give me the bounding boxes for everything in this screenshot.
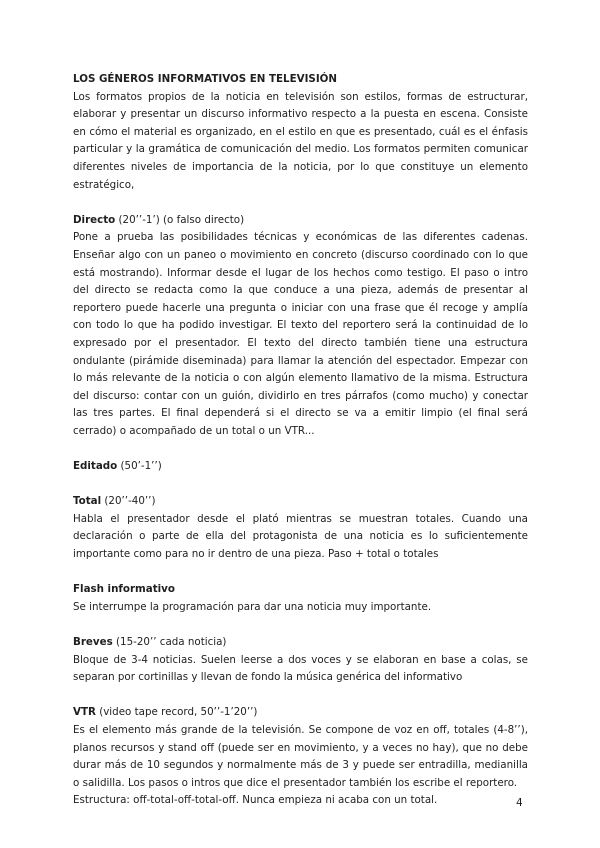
section-body: Es el elemento más grande de la televisión. Se compone de voz en off, totales (4-8’’), planos recursos y stand off (puede ser en movimiento, y a veces no hay), que no debe durar más de 10 segundos y normalmente más de 3 y puede ser entradilla, medianilla o salidilla. Los pasos o intros que dice el presentador también los escribe el reportero.	[73, 723, 528, 789]
section-detail: (20’’-1’) (o falso directo)	[115, 213, 245, 226]
page-number: 4	[516, 797, 523, 809]
section-name: Directo	[73, 213, 116, 226]
section-breves	[73, 634, 528, 687]
intro-paragraph: Los formatos propios de la noticia en televisión son estilos, formas de estructurar, elaborar y presentar un discurso informativo respecto a la puesta en escena. Consiste en cómo el material es organizado, en el estilo en que es presentado, cuál es el énfasis particular y la gramática de comunicación del medio. Los formatos permiten comunicar diferentes niveles de importancia de la noticia, por lo que constituye un elemento estratégico,	[73, 90, 528, 191]
section-body: Habla el presentador desde el plató mientras se muestran totales. Cuando una declaración o parte de ella del protagonista de una noticia es lo suficientemente importante como para no ir dentro de una pieza. Paso + total o totales	[73, 512, 528, 561]
section-body: Pone a prueba las posibilidades técnicas y económicas de las diferentes cadenas. Enseñar algo con un paneo o movimiento en concreto (discurso coordinado con lo que está mostrando). Informar desde el lugar de los hechos como testigo. El paso o intro del directo se redacta como la que conduce a una pieza, además de presentar al reportero puede hacerle una pregunta o iniciar con una frase que él recoge y amplía con todo lo que ha podido investigar. El texto del reportero será la continuidad de lo expresado por el presentador. El texto del directo también tiene una estructura ondulante (pirámide diseminada) para llamar la atención del espectador. Empezar con lo más relevante de la noticia o con algún elemento llamativo de la misma. Estructura del discurso: contar con un guión, dividirlo en tres párrafos (como mucho) y conectar las tres partes. El final dependerá si el directo se va a emitir limpio (el final será cerrado) o acompañado de un total o un VTR...	[73, 231, 528, 437]
section-heading	[73, 704, 528, 722]
section-heading	[73, 634, 528, 652]
section-heading	[73, 493, 528, 511]
section-body: Bloque de 3-4 noticias. Suelen leerse a dos voces y se elaboran en base a colas, se separan por cortinillas y llevan de fondo la música genérica del informativo	[73, 653, 528, 684]
document-page	[73, 71, 528, 810]
section-detail: (20’’-40’’)	[101, 495, 156, 508]
section-body-structure: Estructura: off-total-off-total-off. Nunca empieza ni acaba con un total.	[73, 794, 438, 807]
section-name: Breves	[73, 636, 113, 648]
section-heading	[73, 458, 528, 476]
section-name: Total	[73, 495, 102, 508]
section-detail: (video tape record, 50’’-1’20’’)	[95, 706, 258, 719]
section-vtr	[73, 704, 528, 810]
section-name: Flash informativo	[73, 583, 175, 596]
section-editado	[73, 458, 528, 476]
section-heading	[73, 212, 528, 230]
section-detail: (50’-1’’)	[117, 460, 162, 473]
section-heading	[73, 581, 528, 599]
section-body: Se interrumpe la programación para dar una noticia muy importante.	[73, 600, 432, 613]
section-total	[73, 493, 528, 563]
section-name: Editado	[73, 460, 118, 473]
section-flash-informativo	[73, 581, 528, 616]
section-detail: (15-20’’ cada noticia)	[112, 636, 227, 648]
document-title: LOS GÉNEROS INFORMATIVOS EN TELEVISIÓN	[73, 73, 338, 85]
section-name: VTR	[73, 706, 96, 719]
section-directo	[73, 212, 528, 441]
